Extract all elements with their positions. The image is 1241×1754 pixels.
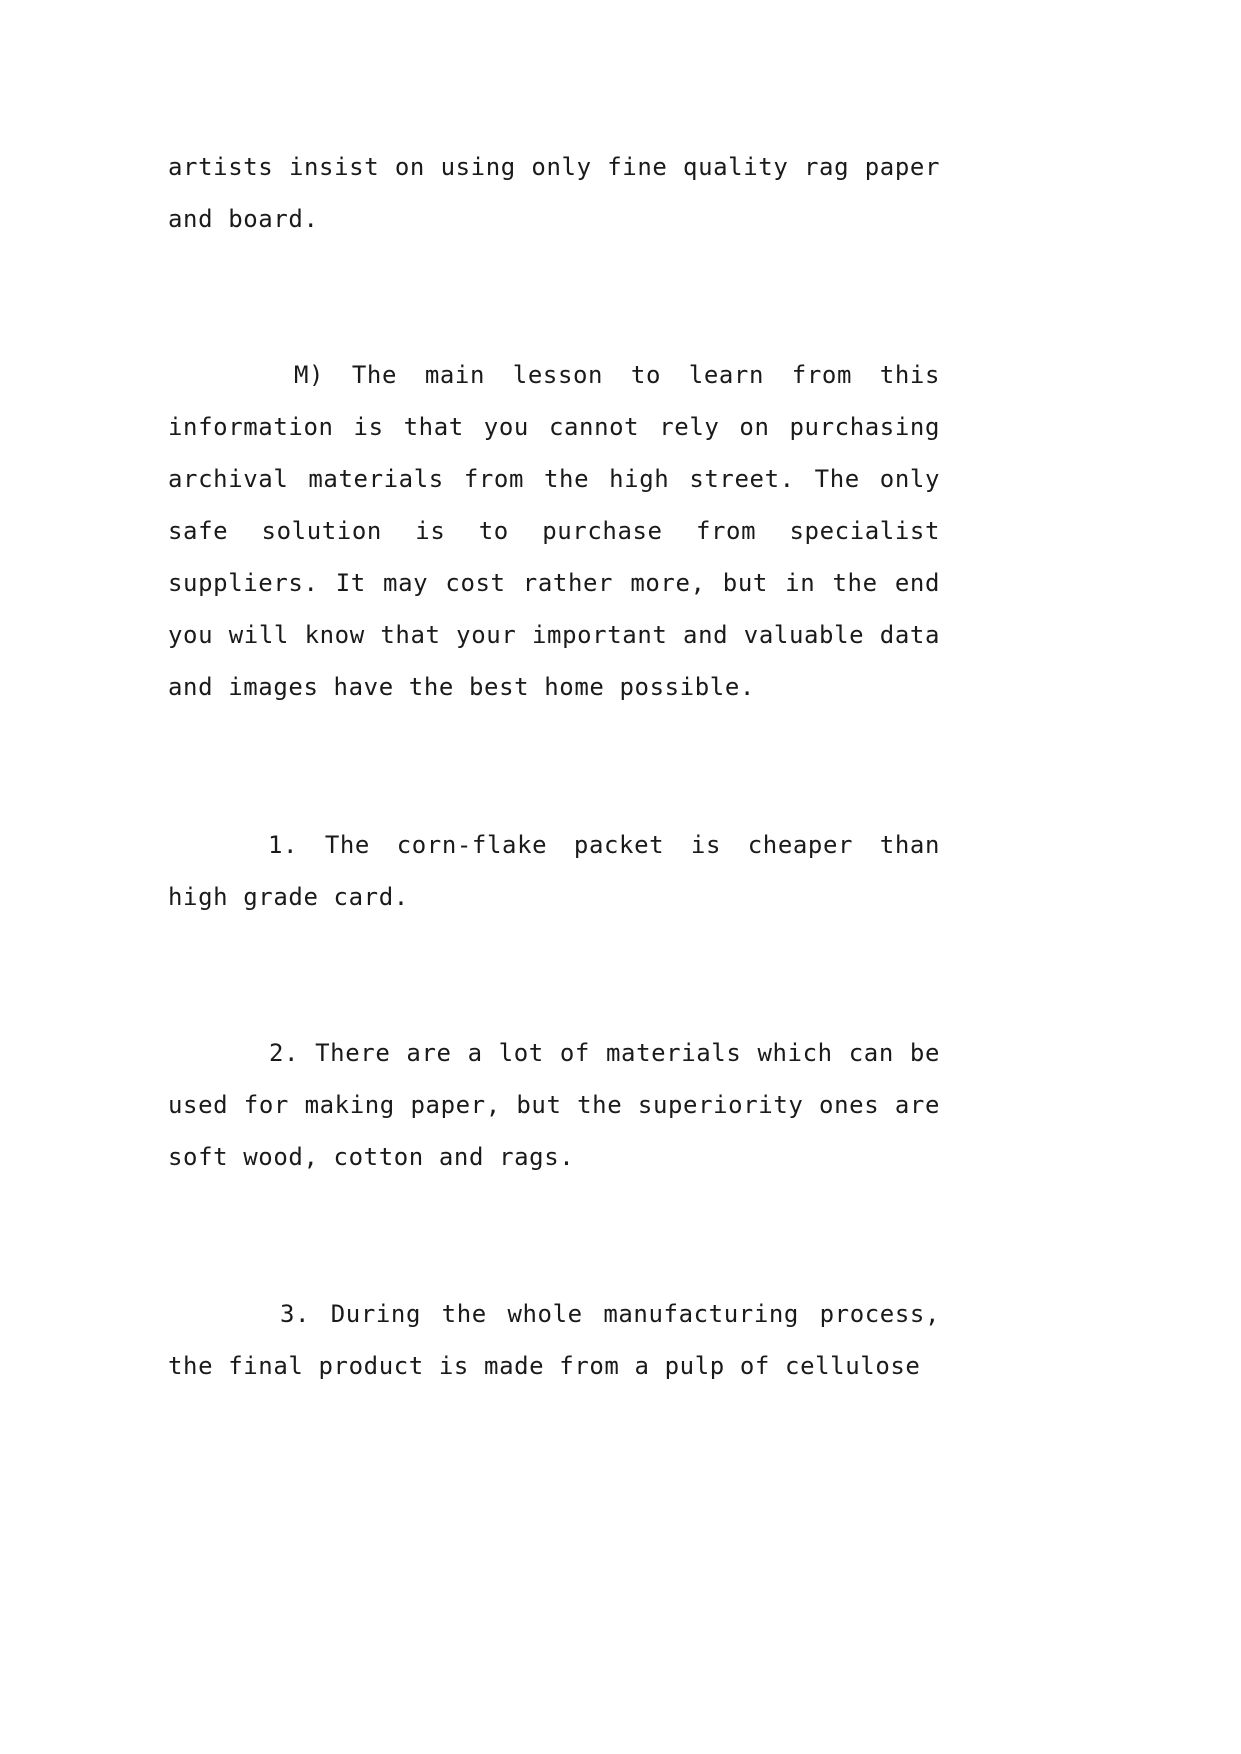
paragraph-continuation: artists insist on using only fine quality rag paper and board. [168, 153, 940, 233]
statement-1: 1. The corn-flake packet is cheaper than high grade card. [168, 831, 940, 911]
paragraph-m: M) The main lesson to learn from this information is that you cannot rely on purchasing archival materials from the high street. The only safe solution is to purchase from specialist suppliers. It may cost rather more, but in the end you will know that your important and valuable data and images have the best home possible. [168, 361, 940, 701]
statement-3: 3. During the whole manufacturing process, the final product is made from a pulp of cellulose [168, 1300, 940, 1380]
statement-2: 2. There are a lot of materials which can be used for making paper, but the superiority ones are soft wood, cotton and rags. [168, 1039, 940, 1171]
